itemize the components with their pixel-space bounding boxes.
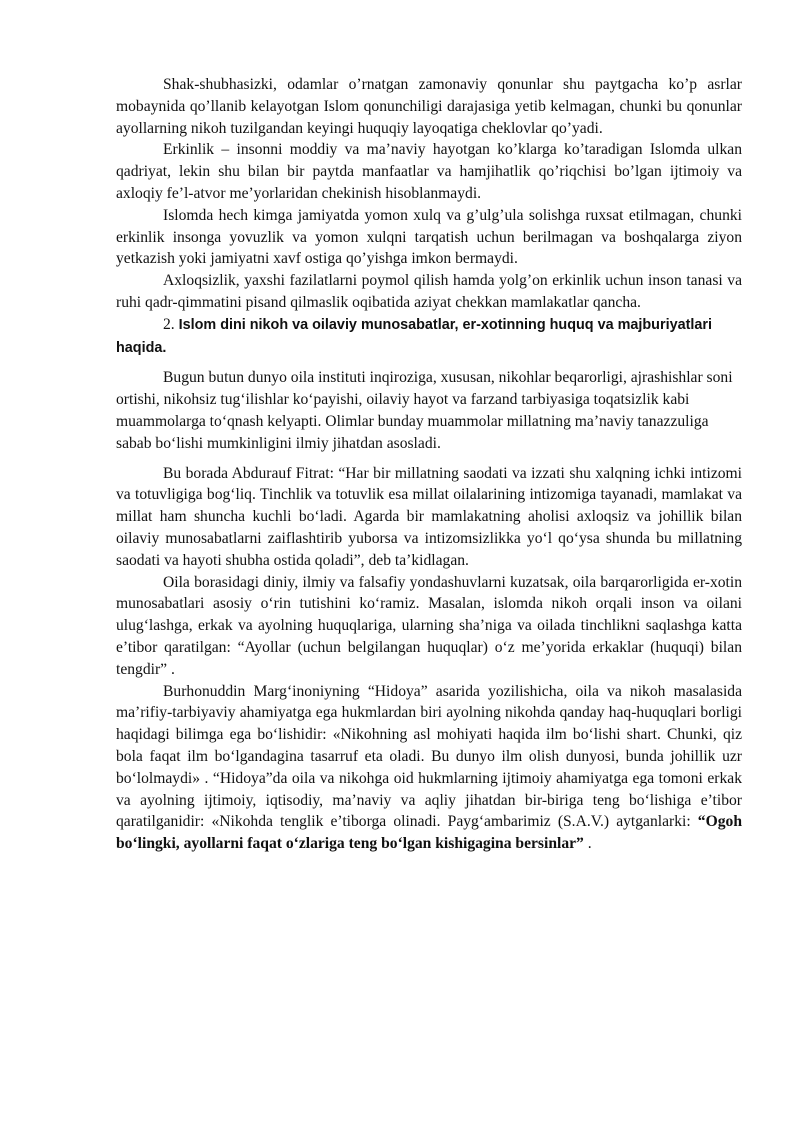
paragraph-8 <box>116 681 742 855</box>
paragraph-4: Axloqsizlik, yaxshi fazilatlarni poymol qilish hamda yolg’on erkinlik uchun inson tanasi va ruhi qadr-qimmatini pisand qilmaslik oqibatida aziyat chekkan mamlakatlar qancha. <box>116 272 742 311</box>
paragraph-5: Bugun butun dunyo oila instituti inqiroziga, xususan, nikohlar beqarorligi, ajrashishlar soni ortishi, nikohsiz tug‘ilishlar ko‘payishi, oilaviy hayot va farzand tarbiyasiga toqatsizlik kabi muammolarga to‘qnash kelyapti. Olimlar bunday muammolar millatning ma’naviy tanazzuliga sabab bo‘lishi mumkinligini ilmiy jihatdan asosladi. <box>116 369 733 452</box>
section-heading-number: 2. <box>163 315 175 333</box>
paragraph-8-text: Burhonuddin Marg‘inoniyning “Hidoya” asarida yozilishicha, oila va nikoh masalasida ma’rifiy-tarbiyaviy ahamiyatga ega hukmlardan biri ayolning nikohda qanday haq-huquqlari borligi haqidagi bilimga ega bo‘lishidir: «Nikohning asl mohiyati haqida ilm bo‘lishi shart. Chunki, qiz bola faqat ilm bo‘lgandagina tasarruf eta oladi. Bu dunyo ilm olish dunyosi, bunda johillik uzr bo‘lolmaydi» . “Hidoya”da oila va nikohga oid hukmlarning ijtimoiy ahamiyatga ega tomoni erkak va ayolning ijtimoiy, iqtisodiy, ma’naviy va aqliy jihatdan bir-biriga teng bo‘lishiga e’tibor qaratilganidir: «Nikohda tenglik e’tiborga olinadi. Payg‘ambarimiz (S.A.V.) aytganlarki: <box>116 682 742 831</box>
paragraph-8-bold-quote: “Ogoh bo‘lingki, ayollarni faqat o‘zlariga teng bo‘lgan kishigagina bersinlar” <box>116 813 742 853</box>
paragraph-6: Bu borada Abdurauf Fitrat: “Har bir millatning saodati va izzati shu xalqning ichki intizomi va totuvligiga bog‘liq. Tinchlik va totuvlik esa millat oilalarining intizomiga tayanadi, mamlakat va millat ham shuncha kuchli bo‘ladi. Agarda bir mamlakatning aholisi axloqsiz va johillik bilan oilaviy munosabatlarni zaiflashtirib yuborsa va intizomsizlikka yo‘l qo‘ysa shunda bu millatning saodati va hayoti shubha ostida qoladi”, deb ta’kidlagan. <box>116 464 742 569</box>
paragraph-8-end: . <box>583 835 592 853</box>
paragraph-3: Islomda hech kimga jamiyatda yomon xulq va g’ulg’ula solishga ruxsat etilmagan, chunki erkinlik insonga yovuzlik va yomon xulqni tarqatish uchun berilmagan va boshqalarga ziyon yetkazish yoki jamiyatni xavf ostiga qo’yishga imkon bermaydi. <box>116 206 742 268</box>
paragraph-2: Erkinlik – insonni moddiy va ma’naviy hayotgan ko’klarga ko’taradigan Islomda ulkan qadriyat, lekin shu bilan bir paytda manfaatlar va hamjihatlik qo’riqchisi bo’lgan ijtimoiy va axloqiy fe’l-atvor me’yorlaridan chekinish hisoblanmaydi. <box>116 141 742 202</box>
paragraph-7: Oila borasidagi diniy, ilmiy va falsafiy yondashuvlarni kuzatsak, oila barqarorligida er-xotin munosabatlari asosiy o‘rin tutishini ko‘ramiz. Masalan, islomda nikoh orqali inson va oilani ulug‘lashga, erkak va ayolning huquqlariga, ularning sha’niga va oilada tinchlikni saqlashga katta e’tibor qaratilgan: “Ayollar (uchun belgilangan huquqlar) o‘z me’yorida erkaklar (huquqi) bilan tengdir” . <box>116 573 742 678</box>
section-heading <box>116 314 742 360</box>
document-page <box>116 74 742 855</box>
section-heading-title: Islom dini nikoh va oilaviy munosabatlar, er-xotinning huquq va majburiyatlari haqida. <box>116 316 712 356</box>
paragraph-1: Shak-shubhasizki, odamlar o’rnatgan zamonaviy qonunlar shu paytgacha ko’p asrlar mobaynida qo’llanib kelayotgan Islom qonunchiligi darajasiga yetib kelmagan, chunki bu qonunlar ayollarning nikoh tuzilgandan keyingi huquqiy layoqatiga cheklovlar qo’yadi. <box>116 76 742 137</box>
